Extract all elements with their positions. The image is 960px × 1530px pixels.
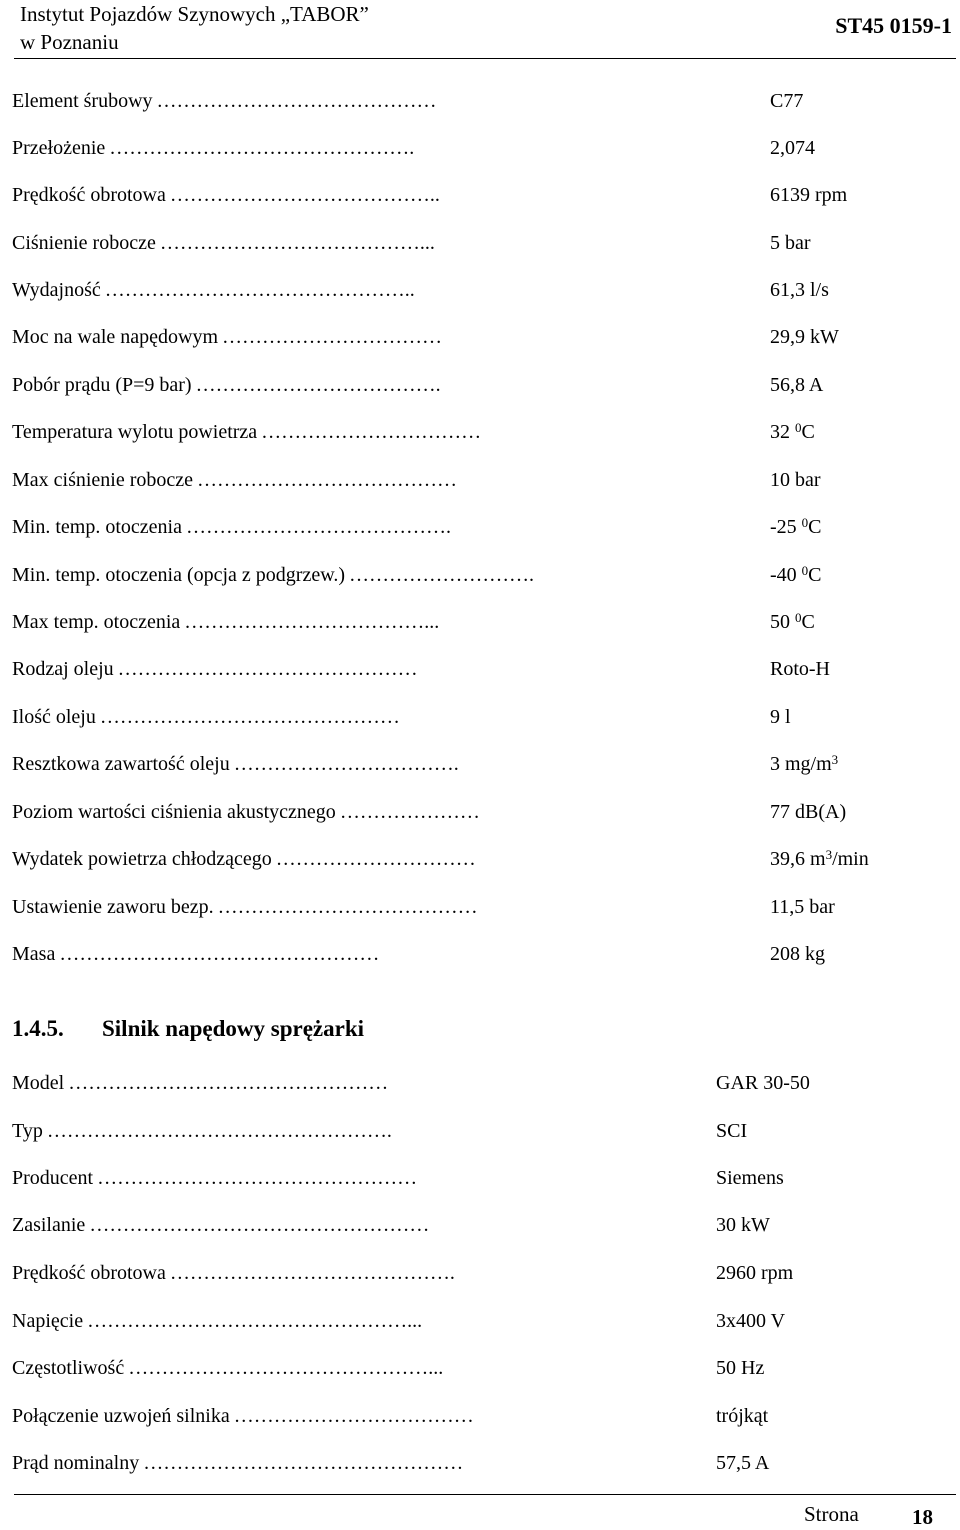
leader-dots: ………………………………………… xyxy=(59,943,380,965)
spec-label: Temperatura wylotu powietrza xyxy=(12,421,258,443)
spec-value-superscript: 3 xyxy=(825,847,833,862)
leader-dots: ………………………… xyxy=(275,848,476,870)
spec-value xyxy=(770,278,829,302)
leader-dots: …………………………………... xyxy=(159,232,435,254)
spec-value-superscript: 0 xyxy=(801,563,809,578)
spec-label: Masa xyxy=(12,943,56,965)
spec-value xyxy=(716,1404,768,1428)
spec-label: Min. temp. otoczenia (opcja z podgrzew.) xyxy=(12,564,346,586)
spec-value-text: 32 xyxy=(770,421,795,443)
spec-label: Połączenie uzwojeń silnika xyxy=(12,1405,230,1427)
spec-value xyxy=(716,1071,810,1095)
footer-divider xyxy=(14,1494,956,1495)
spec-label: Ilość oleju xyxy=(12,706,96,728)
spec-label: Model xyxy=(12,1072,65,1094)
spec-label: Resztkowa zawartość oleju xyxy=(12,753,230,775)
spec-value-text: 39,6 m xyxy=(770,848,826,870)
spec-value-unit: /min xyxy=(832,848,869,870)
spec-value-unit: C xyxy=(808,564,822,586)
leader-dots: ………………………………………… xyxy=(68,1072,389,1094)
leader-dots: …………………………… xyxy=(261,421,482,443)
leader-dots: ………………………………… xyxy=(197,469,458,491)
leader-dots: ………………………………… xyxy=(217,896,478,918)
leader-dots: ………………………. xyxy=(349,564,535,586)
spec-value xyxy=(770,942,825,966)
spec-value-unit: C xyxy=(801,421,815,443)
spec-value-text: 50 Hz xyxy=(716,1357,765,1379)
leader-dots: ………………………………. xyxy=(195,374,441,396)
spec-label: Pobór prądu (P=9 bar) xyxy=(12,374,192,396)
spec-value xyxy=(770,231,811,255)
spec-value-superscript: 0 xyxy=(801,515,809,530)
leader-dots: ………………………………………. xyxy=(109,137,415,159)
institute-name xyxy=(20,0,369,56)
page-number: 18 xyxy=(912,1505,933,1529)
spec-value xyxy=(716,1166,784,1190)
leader-dots: ……………………………………. xyxy=(169,1262,455,1284)
spec-value-text: Siemens xyxy=(716,1167,784,1189)
spec-label: Moc na wale napędowym xyxy=(12,326,219,348)
spec-value xyxy=(716,1213,770,1237)
spec-value xyxy=(770,705,791,729)
spec-label: Wydatek powietrza chłodzącego xyxy=(12,848,272,870)
leader-dots: ………………………………………... xyxy=(128,1357,444,1379)
spec-value-text: 6139 rpm xyxy=(770,184,848,206)
spec-label: Zasilanie xyxy=(12,1214,86,1236)
spec-label: Max ciśnienie robocze xyxy=(12,469,194,491)
institute-line-1: Instytut Pojazdów Szynowych „TABOR” xyxy=(20,2,369,26)
page-header xyxy=(0,0,960,62)
spec-value-text: C77 xyxy=(770,90,804,112)
leader-dots: …………………………………… xyxy=(156,90,437,112)
spec-label: Typ xyxy=(12,1120,43,1142)
spec-value xyxy=(770,136,815,160)
leader-dots: …………………………………………... xyxy=(87,1310,423,1332)
spec-label: Element śrubowy xyxy=(12,90,153,112)
section-number: 1.4.5. xyxy=(12,1016,64,1041)
spec-value xyxy=(770,373,823,397)
header-divider xyxy=(14,58,956,59)
leader-dots: …………………………… xyxy=(222,326,443,348)
spec-value-text: 56,8 A xyxy=(770,374,824,396)
spec-value-text: 3 mg/m xyxy=(770,753,832,775)
spec-label: Max temp. otoczenia xyxy=(12,611,181,633)
spec-value xyxy=(770,657,830,681)
section-title: Silnik napędowy sprężarki xyxy=(102,1016,364,1041)
spec-value-unit: C xyxy=(808,516,822,538)
spec-label: Poziom wartości ciśnienia akustycznego xyxy=(12,801,336,823)
section-heading xyxy=(12,1016,364,1042)
spec-value-text: Roto-H xyxy=(770,658,830,680)
page-label: Strona xyxy=(804,1502,859,1526)
spec-value-text: 5 bar xyxy=(770,232,811,254)
spec-value xyxy=(770,847,869,871)
leader-dots: ……………………………. xyxy=(233,753,459,775)
spec-value-text: 50 xyxy=(770,611,795,633)
leader-dots: …………………………………. xyxy=(185,516,451,538)
leader-dots: ………………………………………… xyxy=(143,1452,464,1474)
spec-label: Prędkość obrotowa xyxy=(12,1262,166,1284)
leader-dots: ………………… xyxy=(339,801,480,823)
spec-value xyxy=(716,1119,747,1143)
spec-value-text: 30 kW xyxy=(716,1214,770,1236)
spec-label: Ustawienie zaworu bezp. xyxy=(12,896,214,918)
leader-dots: ………………………………….. xyxy=(169,184,440,206)
spec-value xyxy=(770,468,821,492)
spec-value-text: 2,074 xyxy=(770,137,815,159)
institute-line-2: w Poznaniu xyxy=(20,30,119,54)
spec-value-text: trójkąt xyxy=(716,1405,769,1427)
spec-value xyxy=(716,1309,785,1333)
spec-value xyxy=(716,1451,769,1475)
spec-value xyxy=(770,610,815,634)
spec-value-text: 9 l xyxy=(770,706,791,728)
spec-value xyxy=(770,325,839,349)
leader-dots: ……………………………………… xyxy=(99,706,400,728)
spec-value-text: 77 dB(A) xyxy=(770,801,847,823)
spec-value-text: 11,5 bar xyxy=(770,896,835,918)
leader-dots: ……………………………… xyxy=(233,1405,474,1427)
spec-value xyxy=(770,420,815,444)
leader-dots: ………………………………………… xyxy=(97,1167,418,1189)
spec-value-text: 3x400 V xyxy=(716,1310,786,1332)
spec-label: Napięcie xyxy=(12,1310,84,1332)
document-number: ST45 0159-1 xyxy=(835,13,952,38)
spec-value xyxy=(770,563,822,587)
spec-value-superscript: 3 xyxy=(831,752,839,767)
spec-value-superscript: 0 xyxy=(795,420,802,435)
leader-dots: ……………………………………………. xyxy=(46,1120,392,1142)
leader-dots: ……………………………………… xyxy=(117,658,418,680)
spec-label: Producent xyxy=(12,1167,94,1189)
spec-value xyxy=(770,752,838,776)
spec-value-text: GAR 30-50 xyxy=(716,1072,810,1094)
spec-label: Przełożenie xyxy=(12,137,106,159)
spec-label: Prąd nominalny xyxy=(12,1452,140,1474)
spec-value-text: 29,9 kW xyxy=(770,326,839,348)
spec-label: Rodzaj oleju xyxy=(12,658,114,680)
spec-value-text: -25 xyxy=(770,516,802,538)
spec-value-text: -40 xyxy=(770,564,802,586)
spec-value-superscript: 0 xyxy=(795,610,802,625)
spec-value xyxy=(770,895,835,919)
spec-label: Ciśnienie robocze xyxy=(12,232,156,254)
spec-value xyxy=(716,1261,793,1285)
spec-label: Min. temp. otoczenia xyxy=(12,516,182,538)
leader-dots: …………………………………………… xyxy=(89,1214,430,1236)
spec-value xyxy=(770,515,822,539)
leader-dots: ………………………………... xyxy=(184,611,440,633)
spec-value-text: 2960 rpm xyxy=(716,1262,794,1284)
spec-value xyxy=(770,183,847,207)
spec-value-text: 61,3 l/s xyxy=(770,279,829,301)
spec-label: Prędkość obrotowa xyxy=(12,184,166,206)
spec-value-text: 208 kg xyxy=(770,943,825,965)
spec-label: Częstotliwość xyxy=(12,1357,125,1379)
spec-value-text: 57,5 A xyxy=(716,1452,770,1474)
spec-value-text: 10 bar xyxy=(770,469,821,491)
spec-value-unit: C xyxy=(801,611,815,633)
spec-value-text: SCI xyxy=(716,1120,748,1142)
spec-value xyxy=(770,89,803,113)
spec-value xyxy=(770,800,846,824)
leader-dots: ……………………………………….. xyxy=(104,279,415,301)
spec-label: Wydajność xyxy=(12,279,101,301)
spec-value xyxy=(716,1356,764,1380)
